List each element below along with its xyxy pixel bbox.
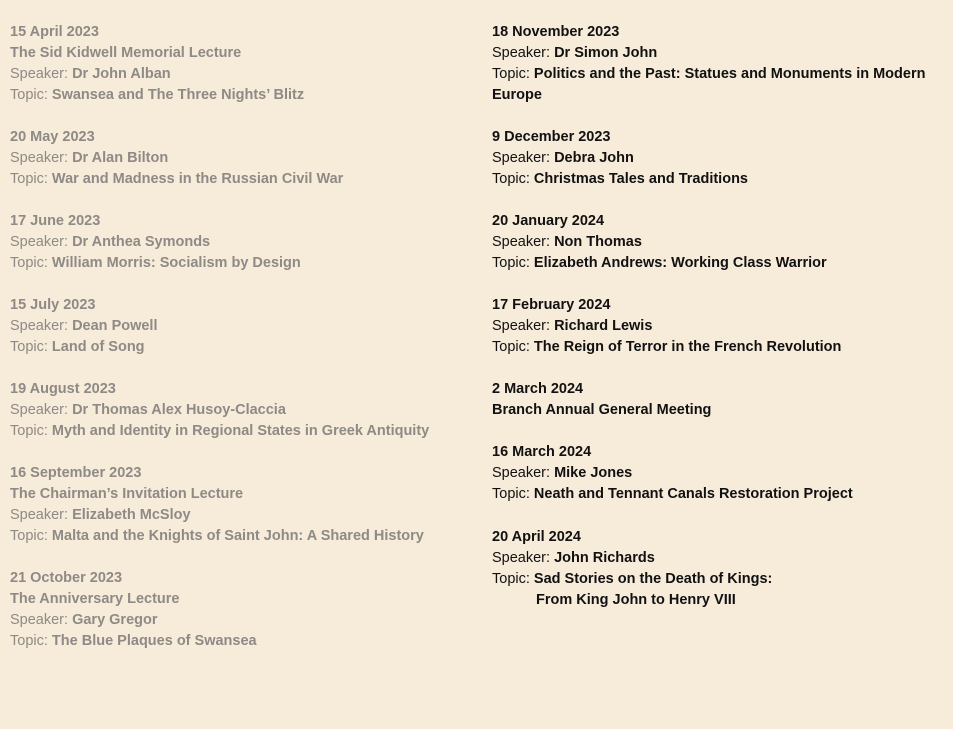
topic-text: War and Madness in the Russian Civil War (51, 171, 344, 187)
event-speaker (10, 316, 480, 337)
event-speaker (10, 505, 480, 526)
topic-text: The Blue Plaques of Swansea (51, 633, 257, 649)
event-item (492, 211, 947, 274)
topic-text-continuation: From King John to Henry VIII (536, 592, 736, 608)
speaker-name: Elizabeth McSloy (72, 507, 191, 523)
event-topic (10, 253, 480, 274)
event-item (492, 527, 947, 611)
speaker-label: Speaker: (10, 234, 73, 250)
event-date: 17 February 2024 (492, 297, 611, 313)
speaker-name: Richard Lewis (554, 318, 653, 334)
event-topic (492, 484, 947, 505)
event-speaker (492, 548, 947, 569)
topic-label: Topic: (492, 339, 534, 355)
topic-text: Myth and Identity in Regional States in Greek Antiquity (51, 423, 430, 439)
speaker-label: Speaker: (10, 66, 73, 82)
speaker-label: Speaker: (10, 402, 73, 418)
speaker-label: Speaker: (492, 45, 555, 61)
event-date: 15 July 2023 (10, 297, 96, 313)
topic-text: Land of Song (51, 339, 145, 355)
event-date: 18 November 2023 (492, 24, 620, 40)
event-speaker (10, 64, 480, 85)
event-topic (492, 569, 947, 590)
topic-text: The Reign of Terror in the French Revolution (533, 339, 842, 355)
event-date: 21 October 2023 (10, 570, 123, 586)
speaker-name: Debra John (554, 150, 634, 166)
event-item (10, 127, 480, 190)
event-item (10, 463, 480, 547)
speaker-label: Speaker: (492, 318, 555, 334)
event-speaker (492, 148, 947, 169)
event-speaker (492, 43, 947, 64)
event-item (10, 22, 480, 106)
event-speaker (10, 232, 480, 253)
speaker-name: Dean Powell (72, 318, 158, 334)
topic-text: Christmas Tales and Traditions (533, 171, 748, 187)
speaker-label: Speaker: (10, 612, 73, 628)
topic-label: Topic: (492, 66, 534, 82)
event-item (492, 22, 947, 106)
speaker-name: Dr John Alban (72, 66, 171, 82)
topic-text: William Morris: Socialism by Design (51, 255, 301, 271)
topic-label: Topic: (10, 528, 52, 544)
event-topic (492, 64, 947, 106)
speaker-name: Dr Alan Bilton (72, 150, 169, 166)
event-speaker (492, 463, 947, 484)
topic-label: Topic: (10, 423, 52, 439)
topic-text: Elizabeth Andrews: Working Class Warrior (533, 255, 827, 271)
event-date: 15 April 2023 (10, 24, 99, 40)
event-item (10, 568, 480, 652)
lecture-column-2024 (492, 22, 947, 632)
event-item (10, 379, 480, 442)
speaker-label: Speaker: (10, 318, 73, 334)
lecture-column-2023 (10, 22, 480, 673)
topic-label: Topic: (492, 171, 534, 187)
speaker-name: Mike Jones (554, 465, 633, 481)
event-date: 17 June 2023 (10, 213, 101, 229)
topic-text: Politics and the Past: Statues and Monuments in Modern Europe (492, 66, 926, 103)
event-date: 20 May 2023 (10, 129, 95, 145)
topic-label: Topic: (10, 633, 52, 649)
topic-label: Topic: (10, 87, 52, 103)
event-date: 20 April 2024 (492, 529, 581, 545)
topic-text: Swansea and The Three Nights’ Blitz (51, 87, 305, 103)
speaker-label: Speaker: (492, 465, 555, 481)
event-topic (10, 421, 480, 442)
event-date: 16 September 2023 (10, 465, 142, 481)
event-topic (10, 85, 480, 106)
topic-label: Topic: (10, 255, 52, 271)
event-topic (492, 169, 947, 190)
event-speaker (10, 610, 480, 631)
event-date: 2 March 2024 (492, 381, 584, 397)
event-item (10, 295, 480, 358)
speaker-label: Speaker: (492, 150, 555, 166)
event-title: Branch Annual General Meeting (492, 402, 712, 418)
event-date: 19 August 2023 (10, 381, 116, 397)
event-item (492, 442, 947, 505)
event-topic (10, 169, 480, 190)
event-title: The Chairman’s Invitation Lecture (10, 486, 244, 502)
event-item (10, 211, 480, 274)
speaker-name: John Richards (554, 550, 655, 566)
event-title: The Sid Kidwell Memorial Lecture (10, 45, 242, 61)
event-topic (10, 631, 480, 652)
topic-text: Sad Stories on the Death of Kings: (533, 571, 773, 587)
event-date: 9 December 2023 (492, 129, 611, 145)
topic-label: Topic: (10, 171, 52, 187)
event-item (492, 295, 947, 358)
event-topic (492, 253, 947, 274)
event-topic (492, 337, 947, 358)
speaker-label: Speaker: (10, 507, 73, 523)
speaker-name: Dr Thomas Alex Husoy-Claccia (72, 402, 286, 418)
event-topic (10, 337, 480, 358)
topic-label: Topic: (492, 571, 534, 587)
event-date: 16 March 2024 (492, 444, 592, 460)
speaker-name: Dr Simon John (554, 45, 658, 61)
speaker-label: Speaker: (492, 234, 555, 250)
topic-label: Topic: (10, 339, 52, 355)
speaker-name: Gary Gregor (72, 612, 158, 628)
speaker-name: Dr Anthea Symonds (72, 234, 211, 250)
event-item (492, 379, 947, 421)
speaker-label: Speaker: (492, 550, 555, 566)
topic-label: Topic: (492, 255, 534, 271)
event-speaker (10, 400, 480, 421)
event-speaker (492, 232, 947, 253)
topic-text: Malta and the Knights of Saint John: A Shared History (51, 528, 424, 544)
event-title: The Anniversary Lecture (10, 591, 180, 607)
topic-text: Neath and Tennant Canals Restoration Project (533, 486, 853, 502)
topic-label: Topic: (492, 486, 534, 502)
event-speaker (10, 148, 480, 169)
event-item (492, 127, 947, 190)
speaker-name: Non Thomas (554, 234, 642, 250)
speaker-label: Speaker: (10, 150, 73, 166)
event-date: 20 January 2024 (492, 213, 605, 229)
event-topic (10, 526, 480, 547)
event-speaker (492, 316, 947, 337)
